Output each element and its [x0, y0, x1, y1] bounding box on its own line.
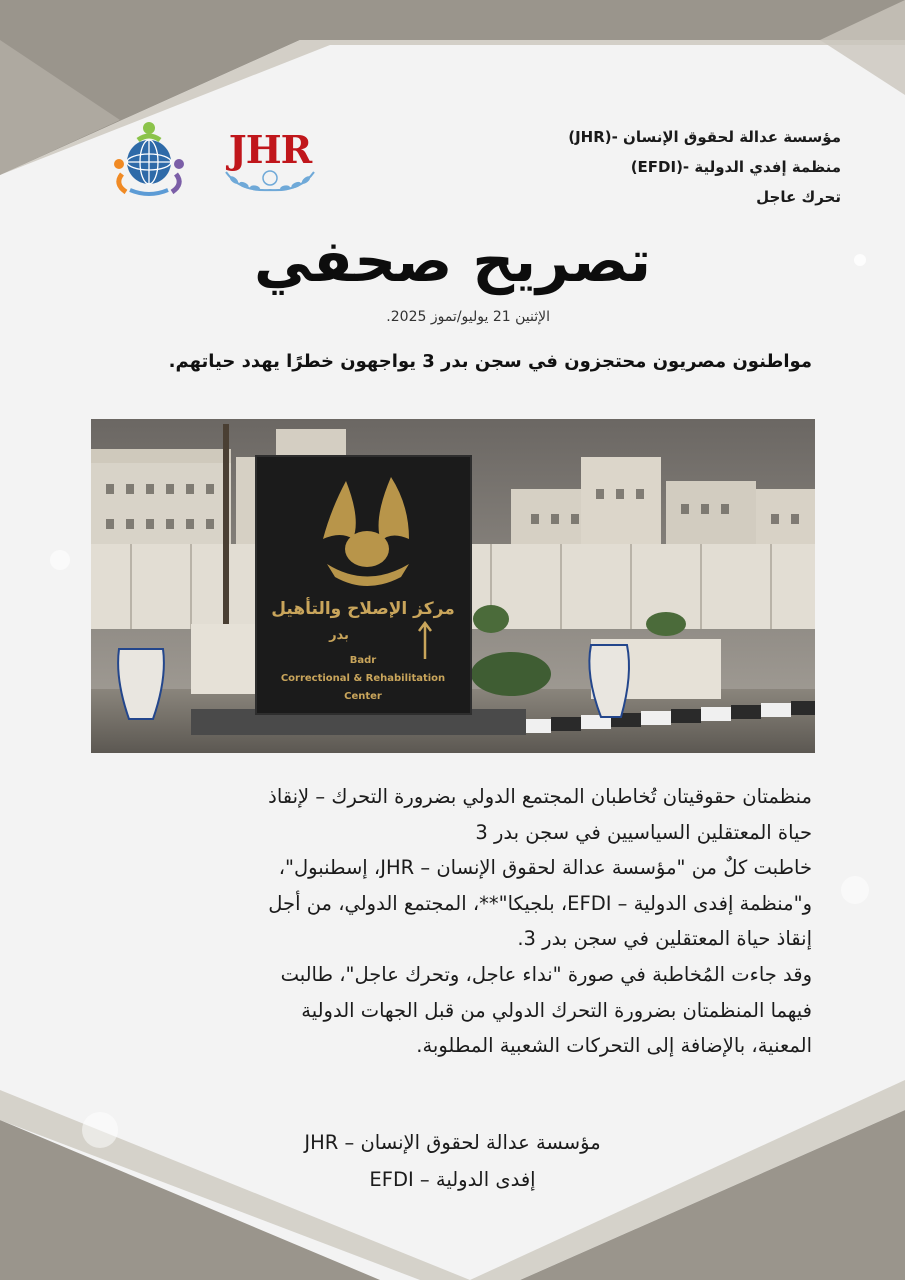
- body-text: [80, 779, 812, 1064]
- prison-photo: [91, 419, 815, 753]
- body-line: خاطبت كلٌ من "مؤسسة عدالة لحقوق الإنسان – JHR، إسطنبول"،: [278, 856, 812, 880]
- signature-line-jhr: مؤسسة عدالة لحقوق الإنسان – JHR: [304, 1131, 601, 1154]
- header-org-block: [481, 122, 841, 212]
- org-line-urgent: تحرك عاجل: [756, 188, 841, 206]
- jhr-logo: [220, 128, 320, 194]
- sign-english-line1: Badr: [349, 655, 377, 666]
- date-line: الإثنين 21 يوليو/تموز 2025.: [386, 309, 550, 325]
- body-line: إنقاذ حياة المعتقلين في سجن بدر 3.: [517, 927, 812, 951]
- jhr-logo-text: JHR: [228, 127, 312, 172]
- body-line: منظمتان حقوقيتان تُخاطبان المجتمع الدولي بضرورة التحرك – لإنقاذ: [268, 785, 812, 808]
- headline: مواطنون مصريون محتجزون في سجن بدر 3 يواجهون خطرًا يهدد حياتهم.: [168, 351, 812, 372]
- page-title: تصريح صحفي: [253, 227, 652, 295]
- body-line: و"منظمة إفدى الدولية – EFDI، بلجيكا"**، المجتمع الدولي، من أجل: [268, 891, 812, 915]
- org-line-efdi: منظمة إفدي الدولية -(EFDI): [630, 158, 841, 176]
- body-line: المعنية، بالإضافة إلى التحركات الشعبية المطلوبة.: [416, 1034, 812, 1058]
- signature-block: [180, 1124, 725, 1198]
- sign-english-line2: Correctional & Rehabilitation: [280, 673, 446, 684]
- globe-people-icon: [108, 118, 190, 198]
- body-line: وقد جاءت المُخاطبة في صورة "نداء عاجل، وتحرك عاجل"، طالبت: [280, 962, 812, 986]
- signature-line-efdi: إفدى الدولية – EFDI: [369, 1168, 536, 1191]
- body-line: فيهما المنظمتان بضرورة التحرك الدولي من قبل الجهات الدولية: [301, 998, 812, 1022]
- sign-arabic-line1: مركز الإصلاح والتأهيل: [271, 599, 455, 619]
- laurel-icon: [220, 168, 320, 194]
- org-line-jhr: مؤسسة عدالة لحقوق الإنسان -(JHR): [568, 128, 841, 146]
- sign-english-line3: Center: [344, 691, 382, 702]
- sign-arabic-line2: بدر: [329, 628, 349, 643]
- body-line: حياة المعتقلين السياسيين في سجن بدر 3: [475, 820, 812, 844]
